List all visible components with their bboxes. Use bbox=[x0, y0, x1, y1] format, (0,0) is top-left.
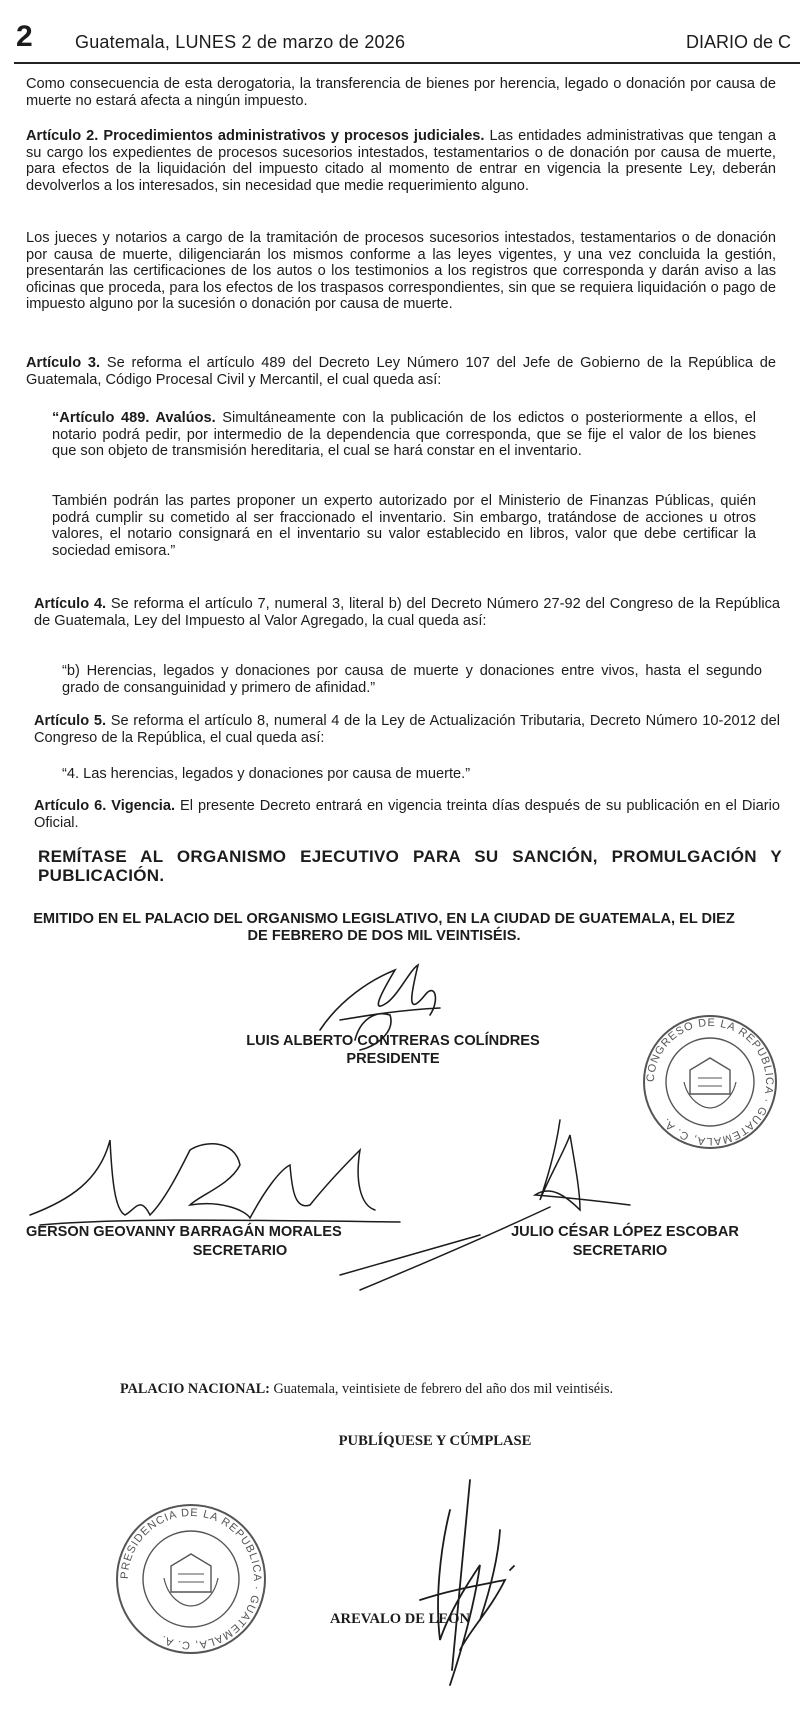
article-2-text: Las entidades administrativas que tengan a su cargo los expedientes de procesos sucesorios intestados, testamentarios o de donación por causa de muerte, para efectos de la liquidación del impuesto citado al momento de entrar en vigencia la presente Ley, deberán devolverlos a los interesados, sin necesidad que medie requerimiento alguno. bbox=[26, 128, 776, 194]
article-6 bbox=[34, 798, 780, 831]
article-2 bbox=[26, 128, 776, 194]
congreso-seal-text: CONGRESO DE LA REPUBLICA · GUATEMALA, C. A. bbox=[644, 1016, 776, 1148]
page-header bbox=[0, 12, 800, 60]
palacio-label: PALACIO NACIONAL: bbox=[120, 1381, 270, 1397]
emitido-statement: EMITIDO EN EL PALACIO DEL ORGANISMO LEGISLATIVO, EN LA CIUDAD DE GUATEMALA, EL DIEZ DE FEBRERO DE DOS MIL VEINTISÉIS. bbox=[33, 911, 735, 944]
article-5-title: Artículo 5. bbox=[34, 713, 107, 729]
secretary1-role: SECRETARIO bbox=[192, 1243, 288, 1259]
header-rule bbox=[14, 62, 800, 64]
secretary2-name: JULIO CÉSAR LÓPEZ ESCOBAR bbox=[511, 1224, 739, 1240]
article-6-title: Artículo 6. Vigencia. bbox=[34, 798, 176, 814]
palacio-text: Guatemala, veintisiete de febrero del año dos mil veintiséis. bbox=[269, 1381, 614, 1397]
article-489-title: “Artículo 489. Avalúos. bbox=[52, 410, 216, 426]
article-5 bbox=[34, 713, 780, 746]
svg-text:CONGRESO DE LA REPUBLICA · GUA bbox=[645, 1017, 775, 1147]
article-5-text: Se reforma el artículo 8, numeral 4 de la Ley de Actualización Tributaria, Decreto Número 10-2012 del Congreso de la República, el cual queda así: bbox=[34, 713, 781, 746]
article-4-quote: “b) Herencias, legados y donaciones por causa de muerte y donaciones entre vivos, hasta el segundo grado de consanguinidad y primero de afinidad.” bbox=[62, 663, 762, 696]
article-489-paragraph-2: También podrán las partes proponer un experto autorizado por el Ministerio de Finanzas Públicas, quién podrá cumplir su cometido al ser fraccionado el inventario. Sin embargo, tratándose de acciones u otros valores, el notario consignará en el inventario su valor establecido en libros, valor que debe certificar la sociedad emisora.” bbox=[52, 493, 756, 559]
secretary1-name: GERSON GEOVANNY BARRAGÁN MORALES bbox=[26, 1224, 342, 1240]
arevalo-signature bbox=[380, 1470, 560, 1690]
presidencia-seal-icon bbox=[112, 1500, 270, 1658]
publiquese-heading: PUBLÍQUESE Y CÚMPLASE bbox=[338, 1433, 532, 1449]
article-2-title: Artículo 2. Procedimientos administrativos y procesos judiciales. bbox=[26, 128, 485, 144]
palacio-nacional bbox=[120, 1381, 760, 1398]
article-489-text: Simultáneamente con la publicación de los edictos o posteriormente a ellos, el notario podrá pedir, por intermedio de la dependencia que corresponda, que se fije el valor de los bienes que son objeto de transmisión hereditaria, el cual se hará constar en el inventario. bbox=[52, 410, 757, 460]
president-role: PRESIDENTE bbox=[346, 1051, 440, 1067]
header-date: Guatemala, LUNES 2 de marzo de 2026 bbox=[75, 32, 406, 52]
article-5-quote: “4. Las herencias, legados y donaciones por causa de muerte.” bbox=[62, 766, 471, 782]
article-4-text: Se reforma el artículo 7, numeral 3, literal b) del Decreto Número 27-92 del Congreso de la República de Guatemala, Ley del Impuesto al Valor Agregado, la cual queda así: bbox=[34, 596, 781, 629]
president-name: LUIS ALBERTO CONTRERAS COLÍNDRES bbox=[246, 1033, 540, 1049]
article-3 bbox=[26, 355, 776, 388]
remitase-heading: REMÍTASE AL ORGANISMO EJECUTIVO PARA SU SANCIÓN, PROMULGACIÓN Y PUBLICACIÓN. bbox=[38, 847, 782, 885]
article-6-text: El presente Decreto entrará en vigencia treinta días después de su publicación en el Diario Oficial. bbox=[34, 798, 780, 831]
page-number: 2 bbox=[16, 20, 33, 53]
congreso-seal-icon bbox=[640, 1012, 780, 1152]
article-489 bbox=[52, 410, 756, 460]
publication-name: DIARIO de C bbox=[686, 32, 792, 52]
paragraph-jueces: Los jueces y notarios a cargo de la tramitación de procesos sucesorios intestados, testamentarios o de donación por causa de muerte, diligenciarán los mismos conforme a las leyes vigentes, y una vez concluida la gestión, presentarán las certificaciones de los autos o los testimonios a los registros que corresponda y darán aviso a las oficinas que proceda, para los efectos de los traspasos correspondientes, sin que se requiera liquidación o pago de impuesto alguno por la sucesión o donación por causa de muerte. bbox=[26, 230, 776, 313]
secretary2-signature bbox=[340, 1115, 640, 1295]
article-3-text: Se reforma el artículo 489 del Decreto Ley Número 107 del Jefe de Gobierno de la República de Guatemala, Código Procesal Civil y Mercantil, el cual queda así: bbox=[26, 355, 777, 388]
secretary2-role: SECRETARIO bbox=[572, 1243, 668, 1259]
article-3-title: Artículo 3. bbox=[26, 355, 101, 371]
svg-text:PRESIDENCIA DE LA REPUBLICA · bbox=[119, 1507, 263, 1651]
article-4 bbox=[34, 596, 780, 629]
paragraph-derogatoria: Como consecuencia de esta derogatoria, la transferencia de bienes por herencia, legado o donación por causa de muerte no estará afecta a ningún impuesto. bbox=[26, 76, 776, 109]
article-4-title: Artículo 4. bbox=[34, 596, 107, 612]
presidencia-seal-text: PRESIDENCIA DE LA REPUBLICA · GUATEMALA, C. A. bbox=[118, 1506, 264, 1652]
arevalo-name: AREVALO DE LEON bbox=[330, 1611, 471, 1627]
